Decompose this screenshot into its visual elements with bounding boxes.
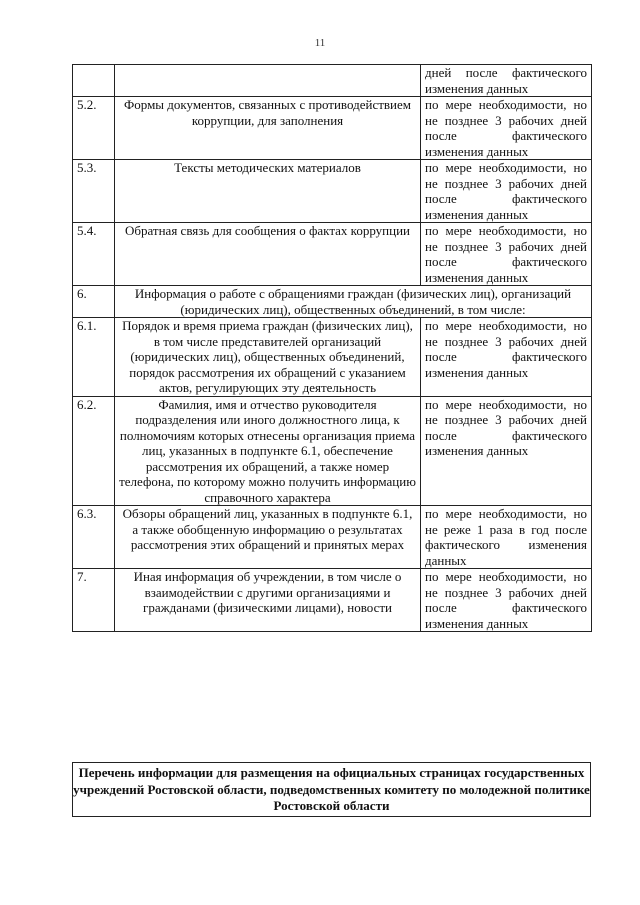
row-deadline: по мере необходимости, но не позднее 3 рабочих дней после фактического изменения данных	[421, 396, 592, 506]
row-deadline: по мере необходимости, но не позднее 3 рабочих дней после фактического изменения данных	[421, 569, 592, 632]
row-number	[73, 65, 115, 97]
table-row	[73, 65, 592, 97]
table-row	[73, 160, 592, 223]
row-deadline: по мере необходимости, но не позднее 3 рабочих дней после фактического изменения данных	[421, 97, 592, 160]
table-row-section	[73, 286, 592, 318]
row-description	[115, 65, 421, 97]
row-number: 6.2.	[73, 396, 115, 506]
row-description: Фамилия, имя и отчество руководителя подразделения или иного должностного лица, к полномочиям которых отнесены организация приема лиц, указанных в подпункте 6.1, обеспечение рассмотрения их обращений, а также номер телефона, по которому можно получить информацию справочного характера	[115, 396, 421, 506]
row-number: 5.3.	[73, 160, 115, 223]
table-row	[73, 569, 592, 632]
row-deadline: по мере необходимости, но не позднее 3 рабочих дней после фактического изменения данных	[421, 318, 592, 397]
row-description: Обзоры обращений лиц, указанных в подпункте 6.1, а также обобщенную информацию о результатах рассмотрения этих обращений и принятых мерах	[115, 506, 421, 569]
table-row	[73, 506, 592, 569]
section-heading: Информация о работе с обращениями граждан (физических лиц), организаций (юридических лиц), общественных объединений, в том числе:	[115, 286, 592, 318]
table-row	[73, 97, 592, 160]
row-number: 6.1.	[73, 318, 115, 397]
row-deadline: по мере необходимости, но не реже 1 раза в год после фактического изменения данных	[421, 506, 592, 569]
row-description: Порядок и время приема граждан (физических лиц), в том числе представителей организаций (юридических лиц), общественных объединений, порядок рассмотрения их обращений с указанием актов, регулирующих эту деятельность	[115, 318, 421, 397]
row-number: 7.	[73, 569, 115, 632]
row-description: Обратная связь для сообщения о фактах коррупции	[115, 223, 421, 286]
row-deadline: по мере необходимости, но не позднее 3 рабочих дней после фактического изменения данных	[421, 223, 592, 286]
row-number: 5.2.	[73, 97, 115, 160]
row-number: 5.4.	[73, 223, 115, 286]
row-description: Тексты методических материалов	[115, 160, 421, 223]
row-deadline: по мере необходимости, но не позднее 3 рабочих дней после фактического изменения данных	[421, 160, 592, 223]
row-deadline: дней после фактического изменения данных	[421, 65, 592, 97]
page-number: 11	[314, 37, 326, 49]
table-row	[73, 318, 592, 397]
row-description: Иная информация об учреждении, в том числе о взаимодействии с другими организациями и гражданами (физическими лицами), новости	[115, 569, 421, 632]
section-title: Перечень информации для размещения на официальных страницах государственных учреждений Ростовской области, подведомственных комитету по молодежной политике Ростовской области	[72, 762, 591, 817]
table-row	[73, 396, 592, 506]
table-row	[73, 223, 592, 286]
row-description: Формы документов, связанных с противодействием коррупции, для заполнения	[115, 97, 421, 160]
row-number: 6.3.	[73, 506, 115, 569]
information-table	[72, 64, 592, 632]
row-number: 6.	[73, 286, 115, 318]
